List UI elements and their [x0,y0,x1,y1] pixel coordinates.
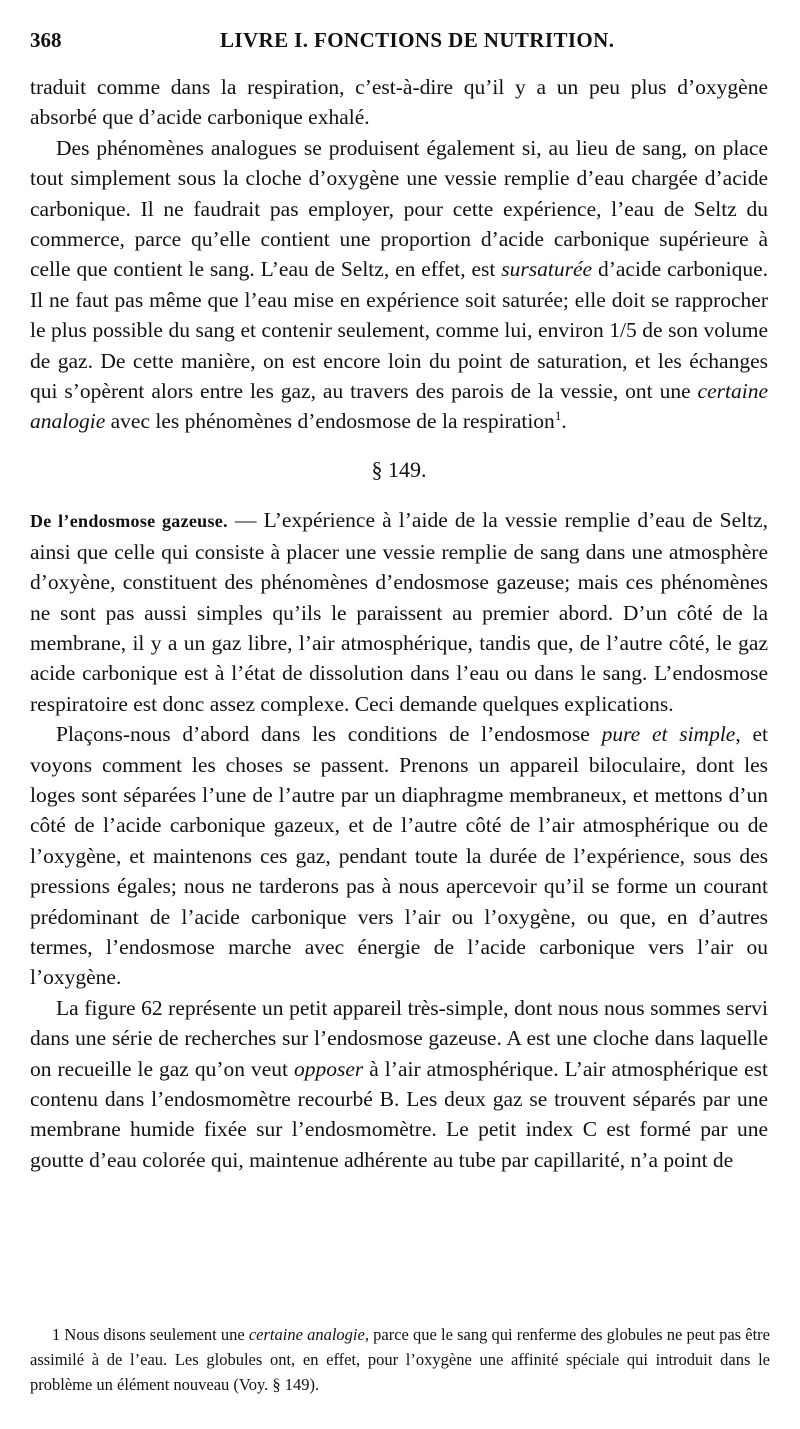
run-in-heading: De l’endosmose gazeuse. [30,511,228,532]
emphasis-opposer: opposer [294,1056,364,1081]
paragraph-pure-et-simple: Plaçons-nous d’abord dans les conditions de l’endosmose pure et simple, et voyons comment les choses se passent. Prenons un appareil biloculaire, dont les loges sont séparées l’une de l’autre par un diaphragme membraneux, et mettons d’un côté de l’acide carbonique gazeux, et de l’autre côté de l’air atmosphérique ou de l’oxygène, et maintenons ces gaz, pendant toute la durée de l’expérience, sous des pressions égales; nous ne tarderons pas à nous apercevoir qu’il se forme un courant prédominant de l’acide carbonique vers l’air ou l’oxygène, ou que, en d’autres termes, l’endosmose marche avec énergie de l’acide carbonique vers l’air ou l’oxygène. [30,722,768,990]
running-title: LIVRE I. FONCTIONS DE NUTRITION. [220,28,615,52]
footnote-reference: 1 [554,408,562,424]
emphasis-certaine-analogie: certaine analogie [30,379,768,434]
paragraph-figure-62: La figure 62 représente un petit appareil très-simple, dont nous nous sommes servi dans une série de recherches sur l’endosmose gazeuse. A est une cloche dans laquelle on recueille le gaz qu’on veut opposer à l’air atmosphérique. L’air atmosphérique est contenu dans l’endosmomètre recourbé B. Les deux gaz se trouvent séparés par une membrane humide fixée sur l’endosmomètre. Le petit index C est formé par une goutte d’eau colorée qui, maintenue adhérente au tube par capillarité, n’a point de [30,995,768,1172]
page-number: 368 [30,28,62,52]
paragraph-endosmose-gazeuse: De l’endosmose gazeuse. — L’expérience à l’aide de la vessie remplie d’eau de Seltz, ainsi que celle qui consiste à placer une vessie remplie de sang dans une atmosphère d’oxyène, constituent des phénomènes d’endosmose gazeuse; mais ces phénomènes ne sont pas aussi simples qu’ils le paraissent au premier abord. D’un côté de la membrane, il y a un gaz libre, l’air atmosphérique, tandis que, de l’autre côté, le gaz acide carbonique est à l’état de dissolution dans l’eau ou dans le sang. L’endosmose respiratoire est donc assez complexe. Ceci demande quelques explications. [30,508,768,716]
emphasis-sursaturee: sursaturée [501,257,593,282]
main-text [30,72,768,1175]
footnote-number: 1 [52,1325,61,1344]
emphasis-pure-et-simple: pure et simple [601,722,736,747]
footnote-emphasis: certaine analogie [248,1325,365,1344]
paragraph-continuation: traduit comme dans la respiration, c’est-à-dire qu’il y a un peu plus d’oxygène absorbé que d’acide carbonique exhalé. [30,75,768,130]
paragraph-seltz: Des phénomènes analogues se produisent également si, au lieu de sang, on place tout simplement sous la cloche d’oxygène une vessie remplie d’eau chargée d’acide carbonique. Il ne faudrait pas employer, pour cette expérience, l’eau de Seltz du commerce, parce qu’elle contient une proportion d’acide carbonique supérieure à celle que contient le sang. L’eau de Seltz, en effet, est sursaturée d’acide carbonique. Il ne faut pas même que l’eau mise en expérience soit saturée; elle doit se rapprocher le plus possible du sang et contenir seulement, comme lui, environ 1/5 de son volume de gaz. De cette manière, on est encore loin du point de saturation, et les échanges qui s’opèrent alors entre les gaz, au travers des parois de la vessie, ont une certaine analogie avec les phénomènes d’endosmose de la respiration$^1$. [30,135,768,434]
section-heading: § 149. [371,456,427,482]
footnote: 1 Nous disons seulement une certaine analogie, parce que le sang qui renferme des globules ne peut pas être assimilé à de l’eau. Les globules ont, en effet, pour l’oxygène une affinité spéciale qui introduit dans le problème un élément nouveau (Voy. § 149). [30,1325,770,1394]
